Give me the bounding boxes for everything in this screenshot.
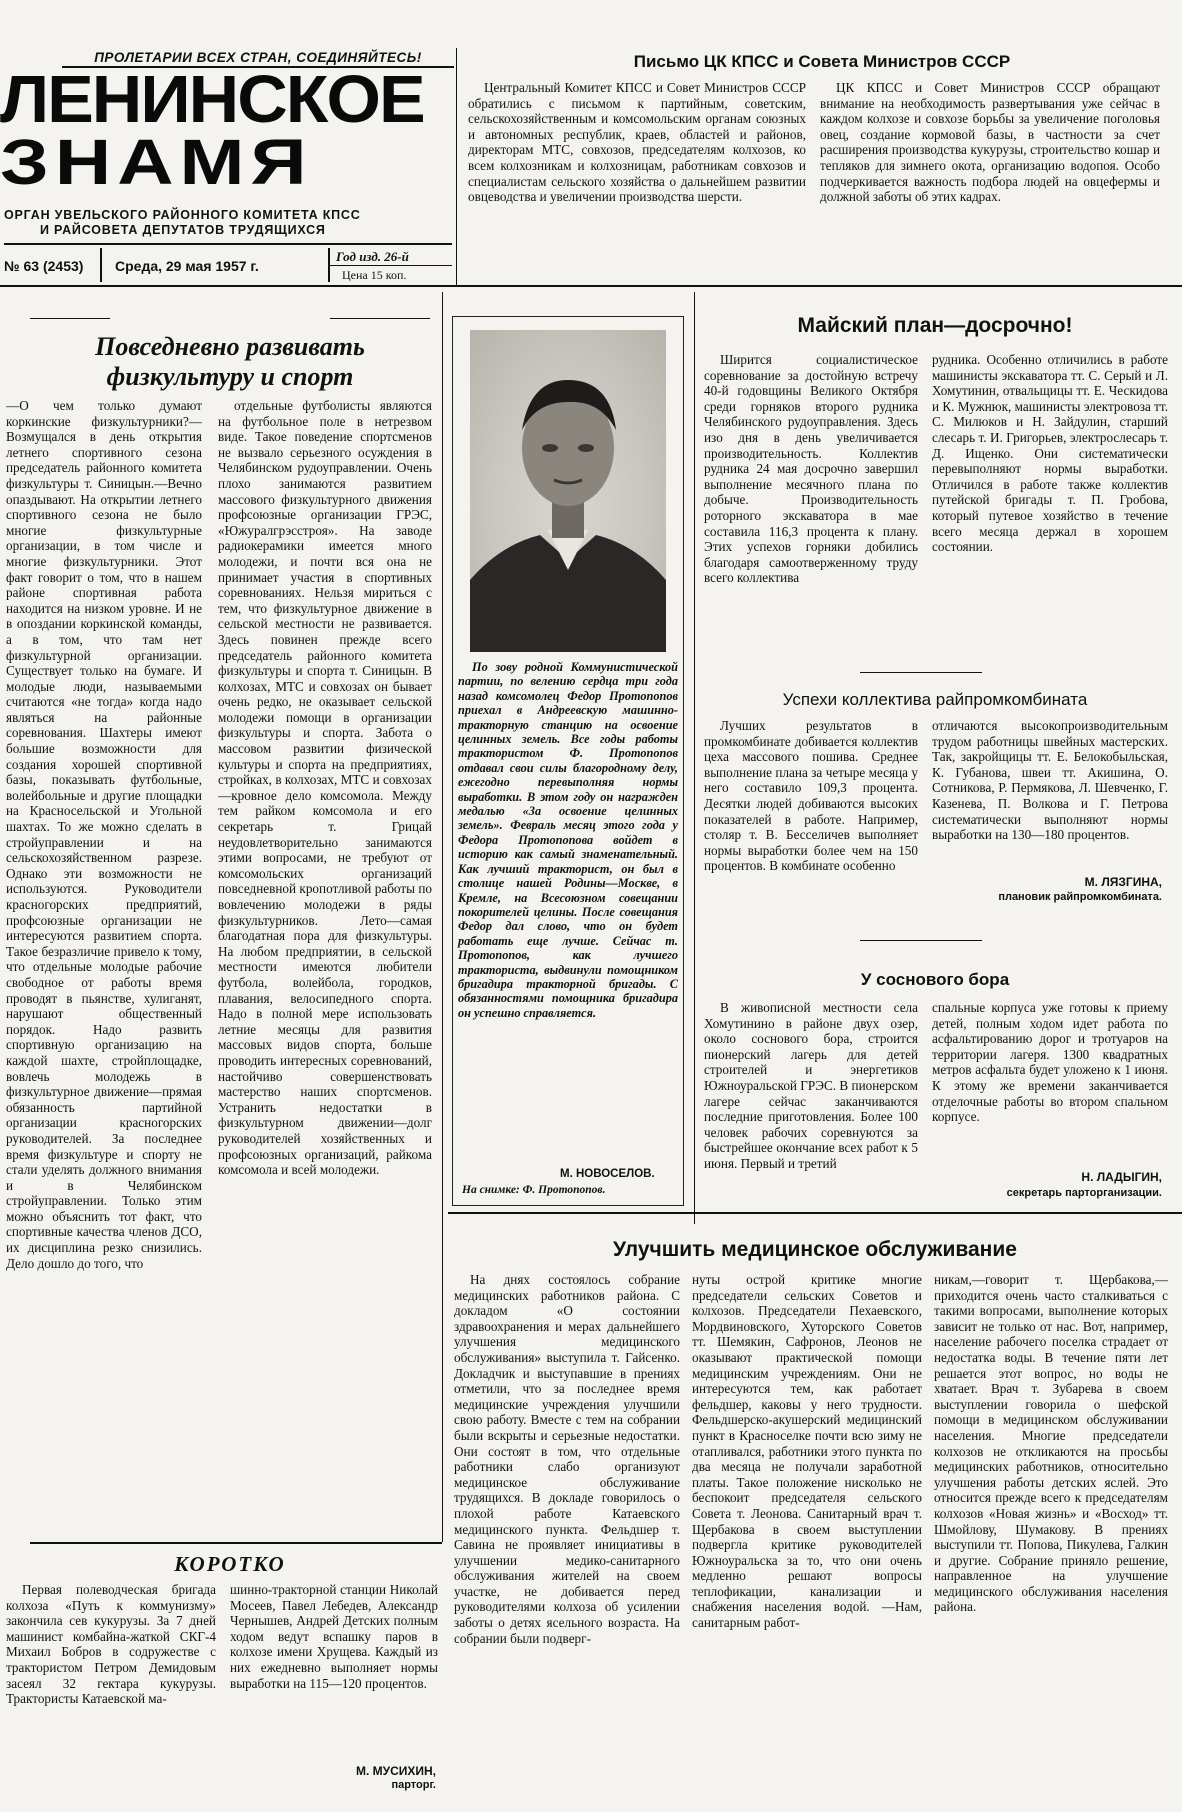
sport-column-1: —О чем только думают коркинские физкультурники?—Возмущался в день открытия летнего спортивного сезона председатель районного комитета физкультуры т. Синицын.—Вечно опаздывают. На открытии летнего спортивного сезона не было многие физкультурные организации, в том числе и многие физкультурники. Этот факт говорит о том, что в нашем районе спортивная работа находится на низком уровне. И не в опоздании коркинской команды, а в том, что там нет физкультурной организации. Существует только на бумаге. И молодые люди, называемыми считаются «не тогда» когда надо являться на районные соревнования. Шахтеры имеют большие возможности для создания хорошей спортивной базы, показывать футбольные, волейбольные и другие площадки на Красносельской и Угольной шахтах. То же можно сделать в стройуправлении и на сельскохозяйственном разрезе. Однако эти возможности не используются. Руководители красногорских предприятий, профсоюзные организации не интересуются развитием спорта. Такое безразличие привело к тому, что отдельные молодые рабочие свободное от работы время проводят в пьянстве, хулиганят, нарушают общественный порядок. Надо развить спортивную организацию на каждой шахте, стройплощадке, вовлечь молодежь в физкультурное движение—прямая обязанность партийной организации красногорских руководителей. За последнее время физкультуре и спорту не стали уделять должного внимания и в Челябинском стройуправлении. Только этим можно объяснить тот факт, что спортивные качества членов ДСО, их дисциплина резко снизились. Дело дошло до того, что [6,398,202,1271]
sport-title-line1: Повседневно развивать [95,332,365,361]
photo-caption: По зову родной Коммунистической партии, по велению сердца три года назад комсомолец Федор Протопопов приехал в Андреевскую машинно-тракторную станцию на освоение целинных земель. Все годы работы трактористом Ф. Протопопов отдавал свои силы благородному делу, ежегодно перевыполняя нормы выработки. В этом году он награжден медалью «За освоение целинных земель». Февраль месяц этого года у Федора Протопопова войдет в историю как самый знаменательный. Как лучший тракторист, он был в столице нашей Родины—Москве, в Кремле, на Всесоюзном совещании покорителей целины. После совещания Федор дал слово, что он будет работать еще лучше. Сейчас т. Протопопов, как лучшего тракториста, выдвинули помощником бригадира тракторной бригады. С обязанностями помощника бригадира он успешно справляется. [458,660,678,1020]
slogan: ПРОЛЕТАРИИ ВСЕХ СТРАН, СОЕДИНЯЙТЕСЬ! [62,50,454,68]
korotko-title: КОРОТКО [174,1552,286,1576]
bor-author: Н. ЛАДЫГИН, [1081,1170,1162,1184]
may-plan-column-2: рудника. Особенно отличились в работе машинисты экскаватора тт. С. Серый и Л. Хомутинин, отвальщицы тт. Е. Ческидова и К. Мужнюк, машинисты электровоза тт. С. Милюков и Н. Зайдулин, старший слесарь т. И. Григорьев, электрослесарь т. Д. Ищенко. Они систематически перевыполняют нормы выработки. Отличился в работе также коллектив путейской бригады т. П. Гробова, который путевое хозяйство в течение всего месяца держал в хорошем состоянии. [932,352,1168,555]
kombinat-column-2: отличаются высокопроизводительным трудом работницы швейных мастерских. Так, закройщицы тт. Е. Белокобыльская, К. Губанова, швеи тт. Акишина, О. Сотникова, Р. Пермякова, Л. Шевченко, Г. Казенева, П. Волкова и Г. Петрова систематически выполняют нормы выработки на 130—180 процентов. [932,718,1168,843]
sport-column-2: отдельные футболисты являются на футбольное поле в нетрезвом виде. Такое поведение спортсменов не вызвало серьезного осуждения в Челябинском рудоуправлении. Очень плохо занимаются развитием массового физкультурного движения профсоюзные организации ГРЭС, «Южуралгрэсстроя». На заводе радиокерамики имеется много молодежи, и почти вся она не принимает участия в спортивных соревнованиях. Нельзя мириться с тем, что физкультурное движение в сельской местности не развивается. Здесь повинен прежде всего председатель районного комитета физкультуры и спорта т. Синицын. В колхозах, МТС и совхозах он бывает очень редко, не оказывает сельской молодежи помощи в организации физкультуры и спорта. Забота о массовом развитии физической культуры и спорта на предприятиях, стройках, в колхозах, МТС и совхозах—кровное дело комсомола. Между тем райком комсомола и его секретарь т. Грицай неудовлетворительно занимаются этими вопросами, не требуют от комсомольских организаций повседневной кропотливой работы по вовлечению молодежи в ряды физкультурников. Лето—самая благодатная пора для физкультуры. На любом предприятии, в сельской местности имеются любители футбола, волейбола, городков, плавания, велосипедного спорта. Надо в полной мере использовать летние месяцы для развития массовых видов спорта, больше проводить интересных соревнований, настойчиво совершенствовать мастерство наших спортсменов. Устранить недостатки в физкультурном движении—долг руководителей хозяйственных и профсоюзных организаций, райкома комсомола и всей молодежи. [218,398,432,1178]
kombinat-author: М. ЛЯЗГИНА, [1084,875,1162,889]
price-label: Цена 15 коп. [342,268,407,282]
newspaper-title-line2: ЗНАМЯ [0,125,313,199]
medicine-column-2: нуты острой критике многие председатели сельских Советов и колхозов. Председатели Пехаевского, Мордвиновского, Хуторского Советов тт. Шемякин, Сафронов, Леонов не оказывают практической помощи медицинским учреждениям. Они не интересуются тем, как работает фельдшер, каковы у него трудности. Фельдшерско-акушерский медицинский пункт в Красноселке почти всю зиму не отапливался, работники этого пункта по два месяца не получали заработной платы. Такое положение нисколько не беспокоит председателя сельского Совета т. Леонова. Санитарный врач т. Щербакова в своем выступлении подвергла критике руководителей Южноуральска за то, что они очень медленно решают вопросы теплофикации, канализации и снабжения населения водой. —Нам, санитарным работ- [692,1272,922,1631]
issue-number: № 63 (2453) [4,258,84,274]
organ-line1: ОРГАН УВЕЛЬСКОГО РАЙОННОГО КОМИТЕТА КПСС [4,208,361,222]
organ-line2: И РАЙСОВЕТА ДЕПУТАТОВ ТРУДЯЩИХСЯ [40,223,326,237]
portrait-figure [470,330,666,652]
medicine-title: Улучшить медицинское обслуживание [613,1238,1017,1261]
year-label: Год изд. 26-й [336,249,409,264]
letter-column-1: Центральный Комитет КПСС и Совет Министров СССР обратились с письмом к партийным, советским, сельскохозяйственным и комсомольским органам союзных и автономных республик, краев, областей и районов, директорам МТС, совхозов, председателям колхозов, ко всем колхозникам и колхозницам, работникам совхозов и специалистам сельского хозяйства о дальнейшем развитии овцеводства и увеличении производства шерсти. [468,80,806,205]
kombinat-column-1: Лучших результатов в промкомбинате добивается коллектив цеха массового пошива. Среднее выполнение плана за четыре месяца у него составило 109,3 процента. Десятки людей добиваются высоких показателей в работе. Например, столяр т. В. Бесселичев выполняет нормы выработки более чем на 150 процентов. В комбинате особенно [704,718,918,874]
portrait-photo [470,330,666,652]
kombinat-title: Успехи коллектива райпромкомбината [782,690,1088,709]
medicine-column-3: никам,—говорит т. Щербакова,—приходится очень часто сталкиваться с такими вопросами, выполнение которых зависит не только от нас. Вот, например, население рабочего поселка страдает от недостатка воды. В течение пяти лет решается этот вопрос, но воды не хватает. Врач т. Зубарева в своем выступлении говорила о шефской помощи в медицинском обслуживании населения. Многие председатели колхозов не откликаются на просьбы медицинских работников, относительно улучшения работы детских яслей. Это относится прежде всего к председателям колхозов «Новая жизнь» и «Восход» тт. Шмойлову, Шумакову. В прениях выступили тт. Попова, Пикулева, Галкин и другие. Собрание приняло решение, направленное на улучшение медицинского обслуживания населения района. [934,1272,1168,1615]
bor-column-2: спальные корпуса уже готовы к приему детей, полным ходом идет работа по асфальтированию дорог и тротуаров на территории лагеря. 1300 квадратных метров асфальта будет уложено к 1 июня. К этому же времени заканчивается отделочные работы во втором спальном корпусе. [932,1000,1168,1125]
may-plan-title: Майский план—досрочно! [797,314,1073,337]
bor-column-1: В живописной местности села Хомутинино в районе двух озер, около соснового бора, строится пионерский лагерь для детей строителей и энергетиков Южноуральской ГРЭС. В пионерском лагере сейчас заканчиваются последние приготовления. Более 100 человек рабочих соревнуются за быстрейшее окончание всех работ к 5 июня. Первый и третий [704,1000,918,1171]
sport-title-line2: физкультуру и спорт [106,362,354,391]
bor-title: У соснового бора [860,970,1010,989]
letter-column-2: ЦК КПСС и Совет Министров СССР обращают внимание на необходимость развертывания уже сейчас в каждом колхозе и совхозе борьбы за увеличение поголовья овец, создание кормовой базы, в частности за счет расширения производства кукурузы, строительство кошар и тепляков для зимнего окота, организацию водопоя. Особо подчеркивается важность подбора людей на овцефермы и должной заботы об этих кадрах. [820,80,1160,205]
bor-author-role: секретарь парторганизации. [1006,1187,1162,1199]
medicine-column-1: На днях состоялось собрание медицинских работников района. С докладом «О состоянии здравоохранения и мерах дальнейшего улучшения медицинского обслуживания» выступила т. Гайсенко. Докладчик и выступавшие в прениях отметили, что за последнее время медицинские учреждения улучшили свою работу. Вместе с тем на собрании были вскрыты и серьезные недостатки. Они состоят в том, что отдельные работники слабо организуют медицинское обслуживание трудящихся. В докладе говорилось о плохой работе Катаевского медицинского пункта. Фельдшер т. Савина не проявляет инициативы в улучшении медико-санитарного обслуживания жителей на своем участке, не добивается перед руководителями колхоза об усилении заботы о детях ясельного возраста. На собрании были подверг- [454,1272,680,1646]
may-plan-column-1: Ширится социалистическое соревнование за достойную встречу 40-й годовщины Великого Октября среди горняков второго рудника Челябинского рудоуправления. Здесь изо дня в день увеличивается производительность. Коллектив рудника 24 мая досрочно завершил выполнение месячного плана по добыче. Производительность роторного экскаватора в мае составила 116,3 процента к плану. Этих успехов горняки добились благодаря самоотверженному труду всего коллектива [704,352,918,586]
newspaper-title-line1: ЛЕНИНСКОЕ [0,61,424,137]
korotko-author: М. МУСИХИН, [355,1764,436,1778]
letter-title: Письмо ЦК КПСС и Совета Министров СССР [633,52,1011,71]
photo-author: М. НОВОСЕЛОВ. [560,1168,655,1180]
issue-date: Среда, 29 мая 1957 г. [115,258,259,274]
kombinat-author-role: плановик райпромкомбината. [998,891,1162,903]
photo-note: На снимке: Ф. Протопопов. [462,1184,606,1196]
korotko-column-1: Первая полеводческая бригада колхоза «Путь к коммунизму» закончила сев кукурузы. За 7 дней машинист комбайна-жаткой СКГ-4 Михаил Бобров в содружестве с трактористом Петром Демидовым засеял 32 гектара кукурузы. Трактористы Катаевской ма- [6,1582,216,1707]
korotko-author-role: парторг. [391,1779,436,1791]
korotko-column-2: шинно-тракторной станции Николай Мосеев, Павел Лебедев, Александр Чернышев, Андрей Детских полным ходом ведут вспашку паров в колхозе имени Хрущева. Каждый из них ежедневно выполняет нормы выработки на 115—120 процентов. [230,1582,438,1691]
